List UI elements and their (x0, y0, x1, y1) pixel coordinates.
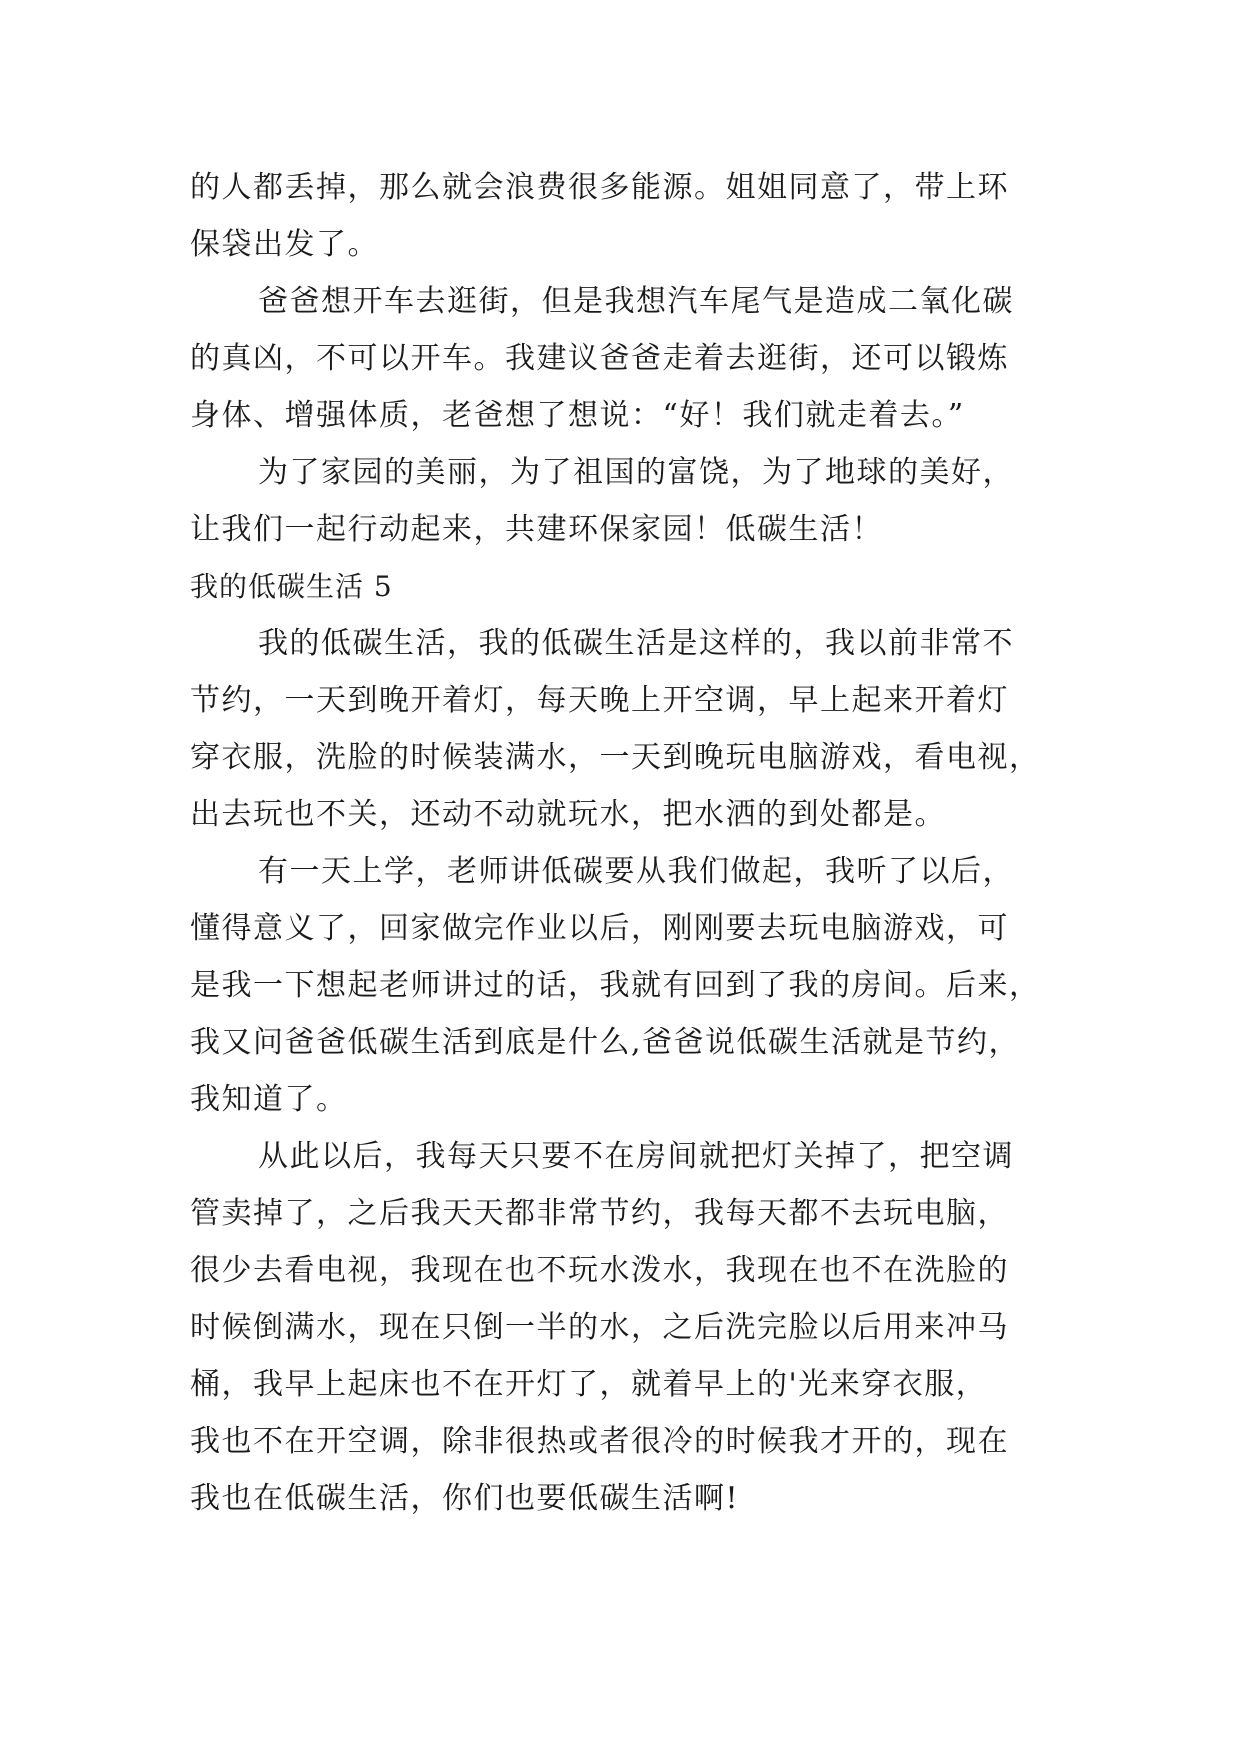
text-line: 很少去看电视，我现在也不玩水泼水，我现在也不在洗脸的 (190, 1253, 1009, 1288)
text-line: 出去玩也不关，还动不动就玩水，把水洒的到处都是。 (190, 797, 946, 832)
text-line: 管卖掉了，之后我天天都非常节约，我每天都不去玩电脑， (190, 1196, 1009, 1231)
text-line: 节约，一天到晚开着灯，每天晚上开空调，早上起来开着灯 (190, 683, 1009, 718)
text-line: 是我一下想起老师讲过的话，我就有回到了我的房间。后来， (190, 968, 1041, 1003)
text-line: 我又问爸爸低碳生活到底是什么,爸爸说低碳生活就是节约， (190, 1025, 1021, 1060)
paragraph-start-line: 爸爸想开车去逛街，但是我想汽车尾气是造成二氧化碳 (258, 284, 1014, 319)
text-line: 让我们一起行动起来，共建环保家园！低碳生活！ (190, 512, 883, 547)
section-heading: 我的低碳生活 5 (190, 570, 393, 603)
text-line: 的人都丢掉，那么就会浪费很多能源。姐姐同意了，带上环 (190, 170, 1009, 205)
text-line: 我也在低碳生活，你们也要低碳生活啊! (190, 1481, 740, 1516)
text-line: 穿衣服，洗脸的时候装满水，一天到晚玩电脑游戏，看电视， (190, 740, 1041, 775)
text-line: 保袋出发了。 (190, 227, 379, 262)
text-line: 的真凶，不可以开车。我建议爸爸走着去逛街，还可以锻炼 (190, 341, 1009, 376)
paragraph-start-line: 为了家园的美丽，为了祖国的富饶，为了地球的美好， (258, 455, 1014, 490)
paragraph-start-line: 有一天上学，老师讲低碳要从我们做起，我听了以后， (258, 854, 1014, 889)
text-line: 我知道了。 (190, 1082, 348, 1117)
text-line: 我也不在开空调，除非很热或者很冷的时候我才开的，现在 (190, 1424, 1009, 1459)
text-line: 懂得意义了，回家做完作业以后，刚刚要去玩电脑游戏，可 (190, 911, 1009, 946)
text-line: 桶，我早上起床也不在开灯了，就着早上的'光来穿衣服， (190, 1367, 988, 1402)
text-line: 身体、增强体质，老爸想了想说：“好！我们就走着去。” (190, 398, 965, 433)
paragraph-start-line: 从此以后，我每天只要不在房间就把灯关掉了，把空调 (258, 1139, 1014, 1174)
paragraph-start-line: 我的低碳生活，我的低碳生活是这样的，我以前非常不 (258, 626, 1014, 661)
text-line: 时候倒满水，现在只倒一半的水，之后洗完脸以后用来冲马 (190, 1310, 1009, 1345)
